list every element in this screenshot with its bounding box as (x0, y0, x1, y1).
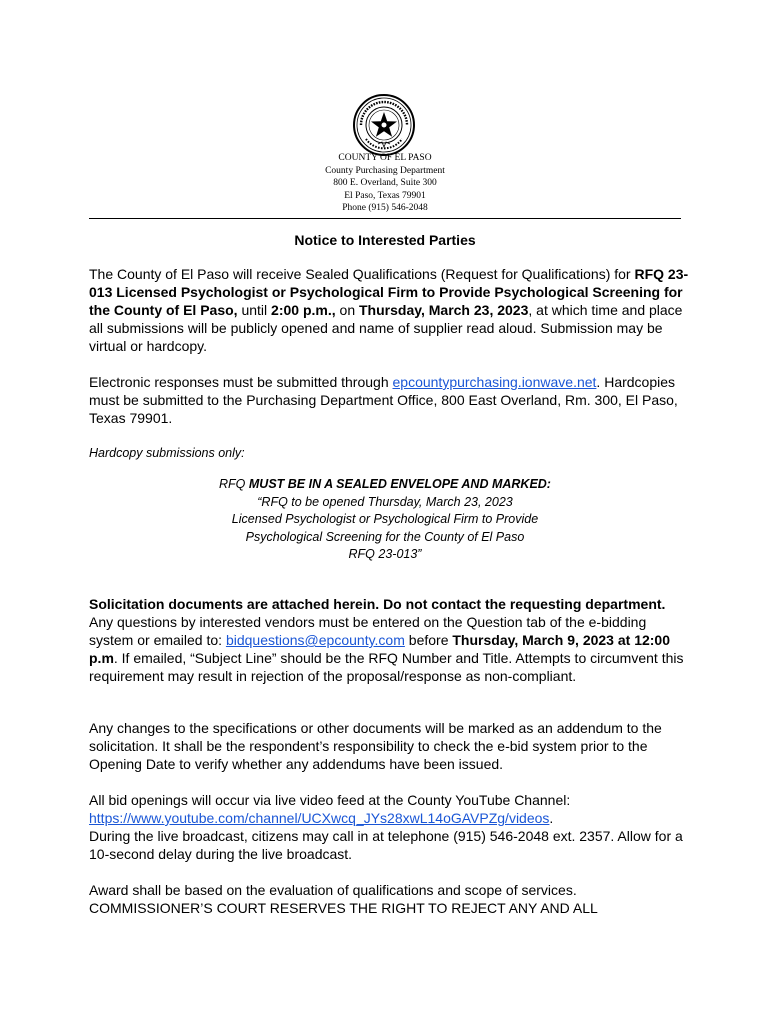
envelope-line-2: “RFQ to be opened Thursday, March 23, 2023 (257, 494, 513, 509)
letterhead-org: COUNTY OF EL PASO (338, 153, 432, 163)
letterhead (235, 152, 535, 215)
envelope-line-3: Licensed Psychologist or Psychological Firm to Provide (231, 512, 539, 526)
intro-text-4: , at which time and place all submissions will be publicly opened and name of supplier read aloud. Submission may be virtual or hardcopy. (89, 302, 683, 354)
letterhead-dept: County Purchasing Department (325, 165, 445, 176)
questions-deadline: Thursday, March 9, 2023 at 12:00 p.m (89, 632, 670, 666)
header-divider (89, 218, 681, 219)
questions-text-2: before (404, 632, 453, 648)
county-seal (352, 93, 416, 157)
envelope-prefix: RFQ (219, 477, 249, 491)
broadcast-text-3: During the live broadcast, citizens may call in at telephone (915) 546-2048 ext. 2357. Allow for a 10-second delay during the live broadcast. (89, 828, 683, 862)
submission-text-3: Hardcopies must be submitted to the Purchasing Department Office, 800 East Overland, Rm. 300, El Paso, Texas 79901. (89, 374, 678, 426)
questions-text-3: . If emailed, “Subject Line” should be the RFQ Number and Title. Attempts to circumvent this requirement may result in rejection of the proposal/response as non-compliant. (89, 650, 684, 684)
letterhead-phone: Phone (915) 546-2048 (342, 203, 428, 213)
ionwave-link[interactable]: epcountypurchasing.ionwave.net (392, 374, 597, 390)
letterhead-street: 800 E. Overland, Suite 300 (333, 178, 437, 188)
addendum-text: Any changes to the specifications or other documents will be marked as an addendum to the solicitation. It shall be the respondent’s responsibility to check the e-bid system prior to the Opening Date to verify whether any addendums have been issued. (89, 720, 662, 772)
youtube-channel-link[interactable]: https://www.youtube.com/channel/UCXwcq_JYs28xwL14oGAVPZg/videos (89, 810, 550, 826)
intro-text-1: The County of El Paso will receive Sealed Qualifications (Request for Qualifications) for (89, 266, 635, 282)
page-title: Notice to Interested Parties (294, 232, 476, 248)
intro-text-3: on (335, 302, 359, 318)
paragraph-submission (89, 373, 689, 427)
seal-icon (352, 93, 416, 157)
no-contact-notice: Solicitation documents are attached herein. Do not contact the requesting department. (89, 596, 666, 612)
rfq-title: RFQ 23-013 Licensed Psychologist or Psychological Firm to Provide Psychological Screening for the County of El Paso, (89, 266, 689, 318)
reserve-rights-text: COMMISSIONER’S COURT RESERVES THE RIGHT TO REJECT ANY AND ALL (89, 900, 598, 916)
bidquestions-email-link[interactable]: bidquestions@epcounty.com (225, 632, 405, 648)
letterhead-city: El Paso, Texas 79901 (344, 190, 426, 201)
broadcast-text-1: All bid openings will occur via live video feed at the County YouTube Channel: (89, 792, 571, 808)
deadline-date: Thursday, March 23, 2023 (359, 302, 529, 318)
paragraph-award (89, 881, 689, 917)
envelope-line-1 (89, 476, 681, 494)
paragraph-intro (89, 265, 689, 355)
intro-text-2: until (237, 302, 272, 318)
paragraph-addendum (89, 719, 689, 773)
submission-text-2: . (596, 374, 601, 390)
envelope-bold: MUST BE IN A SEALED ENVELOPE AND MARKED: (248, 477, 551, 491)
envelope-instructions (89, 476, 681, 564)
deadline-time: 2:00 p.m., (271, 302, 336, 318)
broadcast-text-2: . (549, 810, 554, 826)
award-text: Award shall be based on the evaluation of qualifications and scope of services. (89, 882, 577, 898)
paragraph-broadcast (89, 791, 689, 863)
submission-text-1: Electronic responses must be submitted through (89, 374, 393, 390)
paragraph-questions (89, 595, 689, 685)
hardcopy-label: Hardcopy submissions only: (89, 446, 245, 460)
questions-text-1: Any questions by interested vendors must be entered on the Question tab of the e-bidding system or emailed to: (89, 614, 647, 648)
envelope-line-5: RFQ 23-013” (348, 547, 422, 561)
envelope-line-4: Psychological Screening for the County of El Paso (245, 529, 525, 544)
